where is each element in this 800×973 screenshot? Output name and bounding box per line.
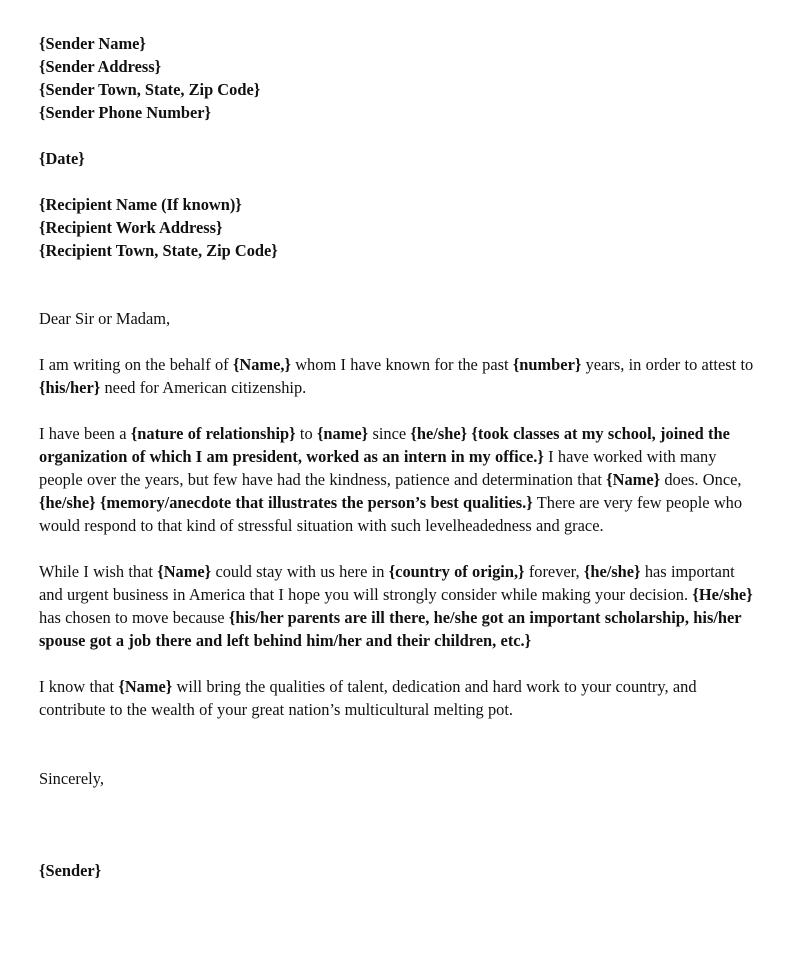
paragraph-2-text: does. Once,: [660, 470, 742, 489]
closing: Sincerely,: [39, 769, 104, 788]
sender-phone: {Sender Phone Number}: [39, 103, 211, 122]
paragraph-4: [39, 675, 759, 721]
placeholder-name: {name}: [316, 424, 369, 443]
recipient-town: {Recipient Town, State, Zip Code}: [39, 241, 278, 260]
sender-address: {Sender Address}: [39, 57, 162, 76]
recipient-name: {Recipient Name (If known)}: [39, 195, 242, 214]
placeholder-pronoun: {he/she}: [410, 424, 468, 443]
paragraph-1: [39, 353, 759, 399]
placeholder-name: {Name}: [606, 470, 661, 489]
placeholder-pronoun: {his/her}: [39, 378, 101, 397]
paragraph-2: [39, 422, 759, 537]
salutation: Dear Sir or Madam,: [39, 309, 171, 328]
paragraph-2-text: I have worked with many people over the years, but few have had the kindness, patience and determination that: [39, 447, 717, 489]
placeholder-country: {country of origin,}: [388, 562, 525, 581]
paragraph-1-text: whom I have known for the past: [290, 355, 513, 374]
paragraph-3-text: forever,: [524, 562, 584, 581]
paragraph-3-text: has chosen to move because: [39, 608, 229, 627]
paragraph-3: [39, 560, 759, 652]
sender-town: {Sender Town, State, Zip Code}: [39, 80, 261, 99]
placeholder-relationship: {nature of relationship}: [130, 424, 296, 443]
placeholder-name: {Name}: [157, 562, 212, 581]
paragraph-3-text: could stay with us here in: [211, 562, 389, 581]
paragraph-2-text: I have been a: [39, 424, 131, 443]
paragraph-2-text: There are very few people who would respond to that kind of stressful situation with such levelheadedness and grace.: [39, 493, 743, 535]
placeholder-number: {number}: [512, 355, 582, 374]
signature: {Sender}: [39, 861, 102, 880]
paragraph-4-text: I know that: [39, 677, 119, 696]
sender-name: {Sender Name}: [39, 34, 146, 53]
date-block: [39, 147, 759, 170]
placeholder-name: {Name,}: [232, 355, 291, 374]
placeholder-name: {Name}: [118, 677, 173, 696]
paragraph-1-text: need for American citizenship.: [100, 378, 307, 397]
paragraph-2-text: to: [295, 424, 317, 443]
paragraph-2-text: since: [368, 424, 411, 443]
paragraph-4-text: will bring the qualities of talent, dedication and hard work to your country, and contribute to the wealth of your great nation’s multicultural melting pot.: [39, 677, 697, 719]
sender-block: [39, 32, 759, 124]
placeholder-anecdote: {memory/anecdote that illustrates the person’s best qualities.}: [99, 493, 533, 512]
placeholder-pronoun: {He/she}: [692, 585, 753, 604]
paragraph-3-text: While I wish that: [39, 562, 158, 581]
paragraph-1-text: years, in order to attest to: [581, 355, 754, 374]
placeholder-activity: {took classes at my school, joined the organization of which I am president, worked as an intern in my office.}: [39, 424, 730, 466]
placeholder-pronoun: {he/she}: [39, 493, 96, 512]
recipient-address: {Recipient Work Address}: [39, 218, 223, 237]
paragraph-1-text: I am writing on the behalf of: [39, 355, 233, 374]
letter-page: [39, 32, 759, 882]
recipient-block: [39, 193, 759, 262]
placeholder-pronoun: {he/she}: [583, 562, 641, 581]
paragraph-3-text: has important and urgent business in America that I hope you will strongly consider while making your decision.: [39, 562, 735, 604]
letter-date: {Date}: [39, 149, 85, 168]
placeholder-reason: {his/her parents are ill there, he/she got an important scholarship, his/her spouse got a job there and left behind him/her and their children, etc.}: [39, 608, 742, 650]
